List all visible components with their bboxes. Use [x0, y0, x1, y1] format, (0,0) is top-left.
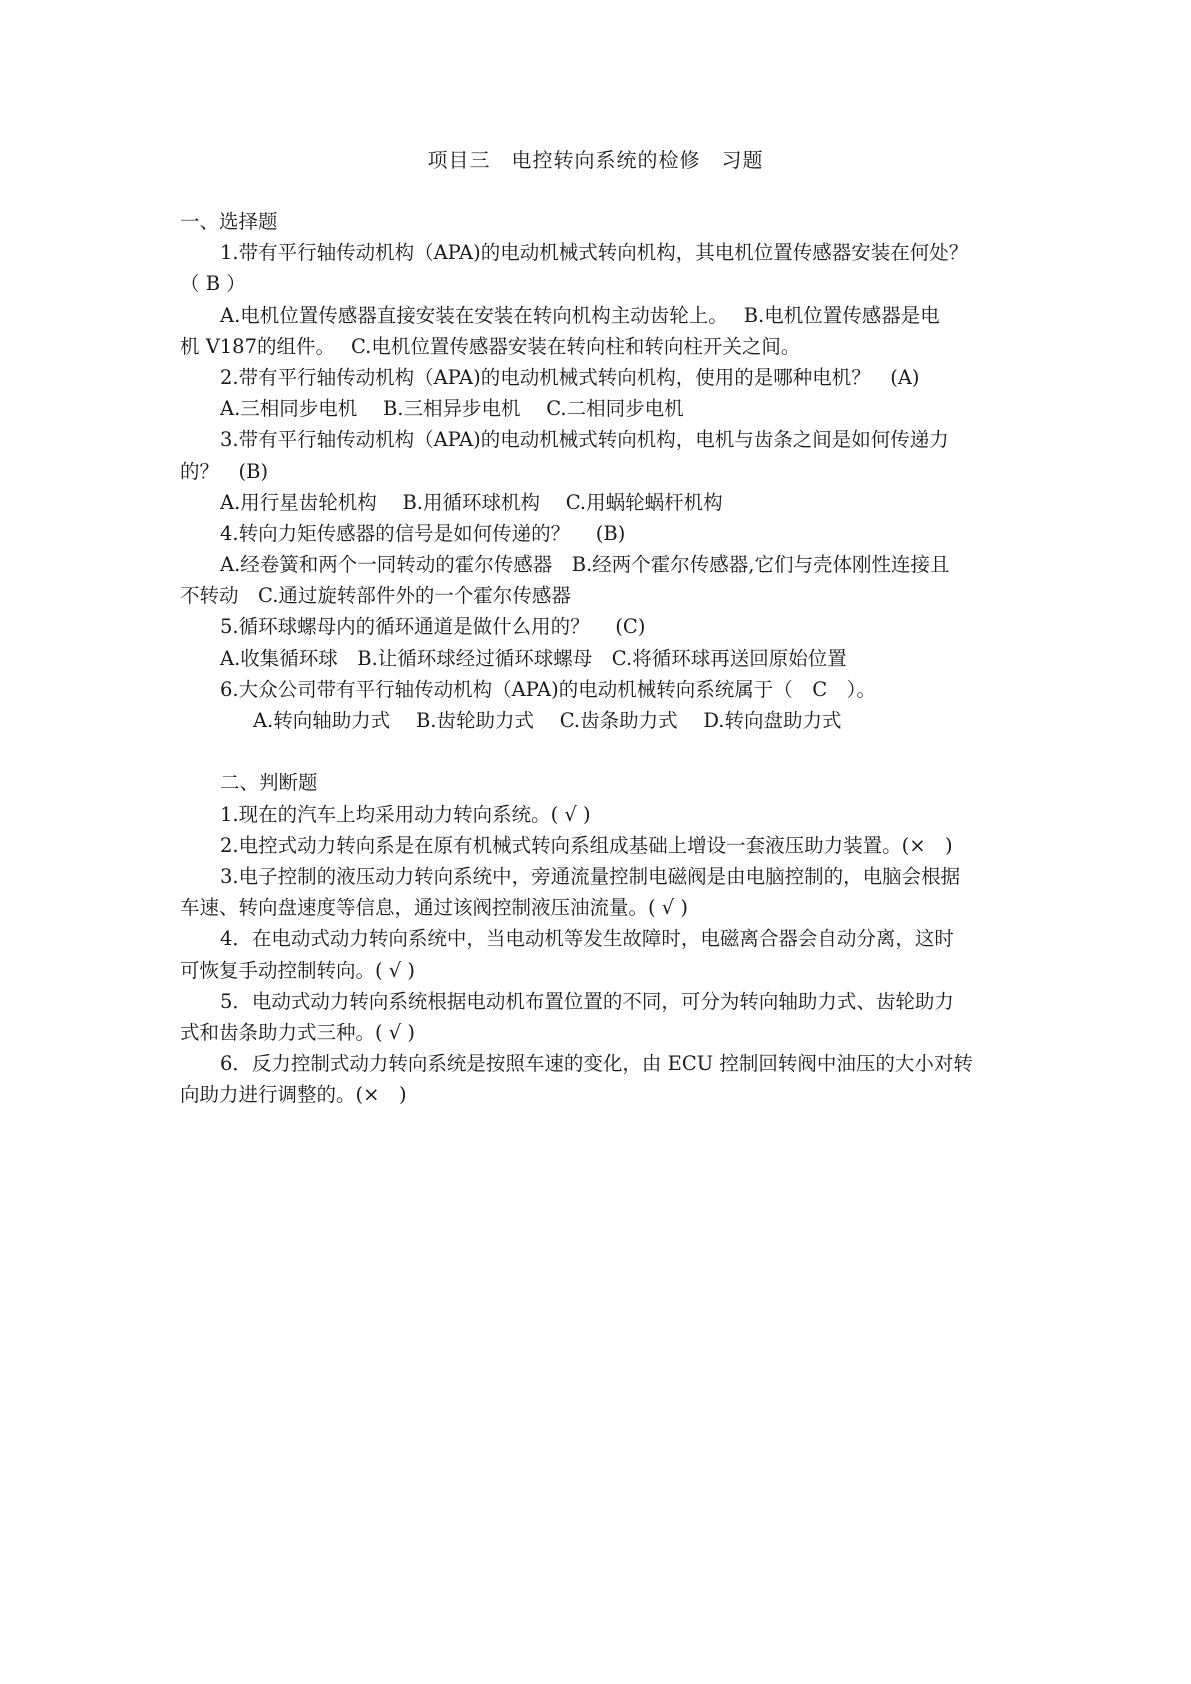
judgement-4: 4．在电动式动力转向系统中，当电动机等发生故障时，电磁离合器会自动分离，这时 — [220, 927, 954, 951]
judgement-5: 5．电动式动力转向系统根据电动机布置位置的不同，可分为转向轴助力式、齿轮助力 — [220, 989, 954, 1013]
question-2: 2.带有平行轴传动机构（APA)的电动机械式转向机构，使用的是哪种电机？ (A) — [220, 365, 920, 389]
document-title: 项目三 电控转向系统的检修 习题 — [427, 148, 764, 172]
question-1-answer: （ B ） — [180, 272, 246, 296]
judgement-3-cont: 车速、转向盘速度等信息，通过该阀控制液压油流量。( √ ) — [180, 896, 689, 920]
question-1: 1.带有平行轴传动机构（APA)的电动机械式转向机构，其电机位置传感器安装在何处？ — [220, 241, 969, 265]
question-5-options: A.收集循环球 B.让循环球经过循环球螺母 C.将循环球再送回原始位置 — [220, 646, 847, 670]
question-3-options: A.用行星齿轮机构 B.用循环球机构 C.用蜗轮蜗杆机构 — [220, 490, 723, 514]
judgement-4-cont: 可恢复手动控制转向。( √ ) — [180, 958, 416, 982]
question-4: 4.转向力矩传感器的信号是如何传递的？ (B) — [220, 521, 626, 545]
judgement-6: 6．反力控制式动力转向系统是按照车速的变化，由 ECU 控制回转阀中油压的大小对转 — [220, 1052, 973, 1076]
question-1-options-cont: 机 V187的组件。 C.电机位置传感器安装在转向柱和转向柱开关之间。 — [180, 334, 801, 358]
question-3: 3.带有平行轴传动机构（APA)的电动机械式转向机构，电机与齿条之间是如何传递力 — [220, 428, 949, 452]
question-2-options: A.三相同步电机 B.三相异步电机 C.二相同步电机 — [220, 397, 684, 421]
judgement-1: 1.现在的汽车上均采用动力转向系统。( √ ) — [220, 802, 591, 826]
judgement-3: 3.电子控制的液压动力转向系统中，旁通流量控制电磁阀是由电脑控制的，电脑会根据 — [220, 864, 961, 888]
question-1-options: A.电机位置传感器直接安装在安装在转向机构主动齿轮上。 B.电机位置传感器是电 — [220, 303, 940, 327]
question-5: 5.循环球螺母内的循环通道是做什么用的？ (C) — [220, 615, 646, 639]
judgement-5-cont: 式和齿条助力式三种。( √ ) — [180, 1020, 416, 1044]
question-3-answer: 的？ (B) — [180, 459, 269, 483]
section-spacer — [180, 736, 1020, 767]
question-6: 6.大众公司带有平行轴传动机构（APA)的电动机械转向系统属于（ C ）。 — [220, 677, 876, 701]
section-heading-judgement: 二、判断题 — [220, 771, 318, 795]
question-4-options: A.经卷簧和两个一同转动的霍尔传感器 B.经两个霍尔传感器,它们与壳体刚性连接且 — [220, 553, 950, 577]
judgement-6-cont: 向助力进行调整的。(× ) — [180, 1083, 407, 1107]
question-6-options: A.转向轴助力式 B.齿轮助力式 C.齿条助力式 D.转向盘助力式 — [253, 709, 842, 732]
judgement-2: 2.电控式动力转向系是在原有机械式转向系组成基础上增设一套液压助力装置。(× ) — [220, 833, 953, 857]
document-body — [180, 206, 1020, 1110]
section-heading-choice: 一、选择题 — [180, 210, 278, 233]
question-4-options-cont: 不转动 C.通过旋转部件外的一个霍尔传感器 — [180, 584, 571, 608]
